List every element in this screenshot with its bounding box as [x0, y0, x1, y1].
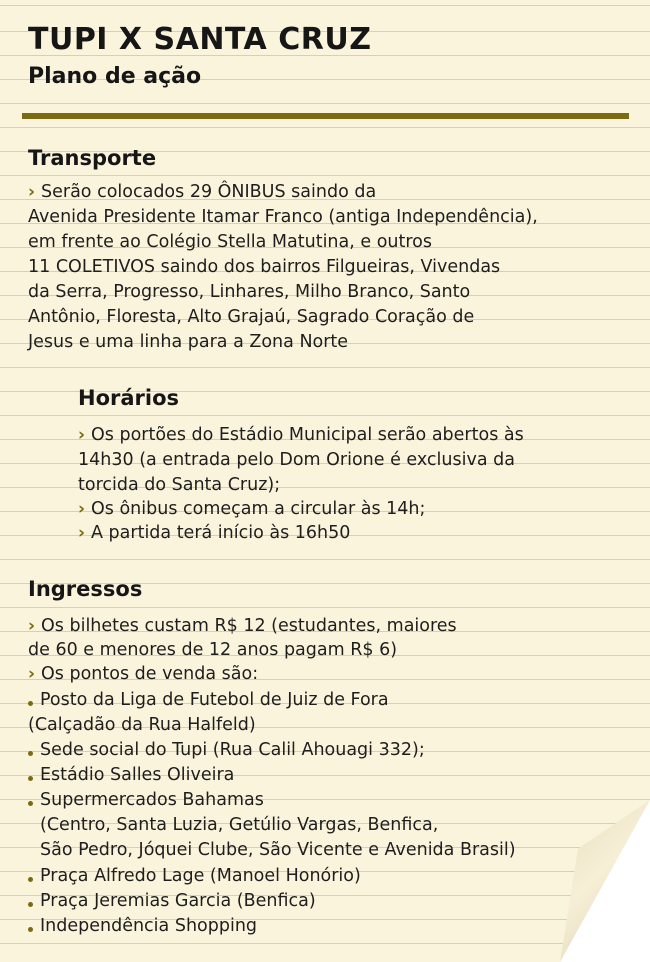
section-heading-ingressos: Ingressos	[28, 577, 143, 601]
ingressos-line: › Os pontos de venda são:	[28, 664, 259, 684]
chevron-right-icon: ›	[28, 664, 36, 684]
transporte-line: em frente ao Colégio Stella Matutina, e outros	[28, 232, 432, 252]
ingressos-line: › Os bilhetes custam R$ 12 (estudantes, maiores	[28, 616, 457, 636]
title-divider	[22, 113, 629, 119]
bullet-dot-icon	[28, 801, 33, 806]
chevron-right-icon: ›	[28, 616, 36, 636]
horarios-line: › Os portões do Estádio Municipal serão abertos às	[78, 425, 524, 445]
transporte-line: Jesus e uma linha para a Zona Norte	[28, 332, 349, 352]
bullet-dot-icon	[28, 751, 33, 756]
horarios-line: torcida do Santa Cruz);	[78, 475, 281, 495]
bullet-dot-icon	[28, 927, 33, 932]
transporte-line: Antônio, Floresta, Alto Grajaú, Sagrado Coração de	[28, 307, 475, 327]
chevron-right-icon: ›	[78, 499, 86, 519]
bullet-dot-icon	[28, 902, 33, 907]
page-subtitle: Plano de ação	[28, 64, 202, 89]
ingressos-line: (Centro, Santa Luzia, Getúlio Vargas, Benfica,	[40, 815, 439, 835]
ingressos-line: Supermercados Bahamas	[28, 788, 264, 812]
ingressos-line: de 60 e menores de 12 anos pagam R$ 6)	[28, 640, 398, 660]
bullet-dot-icon	[28, 877, 33, 882]
ingressos-line: São Pedro, Jóquei Clube, São Vicente e Avenida Brasil)	[40, 840, 516, 860]
horarios-line: › A partida terá início às 16h50	[78, 523, 351, 543]
transporte-line: 11 COLETIVOS saindo dos bairros Filgueiras, Vivendas	[28, 257, 501, 277]
bullet-dot-icon	[28, 701, 33, 706]
ingressos-line: Estádio Salles Oliveira	[28, 763, 234, 787]
ingressos-line: Praça Jeremias Garcia (Benfica)	[28, 889, 316, 913]
section-heading-horarios: Horários	[78, 386, 180, 410]
ingressos-line: Independência Shopping	[28, 914, 257, 938]
transporte-line: da Serra, Progresso, Linhares, Milho Branco, Santo	[28, 282, 471, 302]
page-title: TUPI X SANTA CRUZ	[28, 22, 372, 57]
chevron-right-icon: ›	[78, 425, 86, 445]
bullet-dot-icon	[28, 776, 33, 781]
transporte-line: › Serão colocados 29 ÔNIBUS saindo da	[28, 182, 377, 202]
ingressos-line: Praça Alfredo Lage (Manoel Honório)	[28, 864, 361, 888]
transporte-line: Avenida Presidente Itamar Franco (antiga Independência),	[28, 207, 538, 227]
ingressos-line: Sede social do Tupi (Rua Calil Ahouagi 332);	[28, 738, 425, 762]
chevron-right-icon: ›	[78, 523, 86, 543]
ingressos-line: Posto da Liga de Futebol de Juiz de Fora	[28, 688, 389, 712]
section-heading-transporte: Transporte	[28, 146, 157, 170]
horarios-line: › Os ônibus começam a circular às 14h;	[78, 499, 426, 519]
horarios-line: 14h30 (a entrada pelo Dom Orione é exclusiva da	[78, 450, 515, 470]
chevron-right-icon: ›	[28, 182, 36, 202]
ingressos-line: (Calçadão da Rua Halfeld)	[28, 715, 256, 735]
